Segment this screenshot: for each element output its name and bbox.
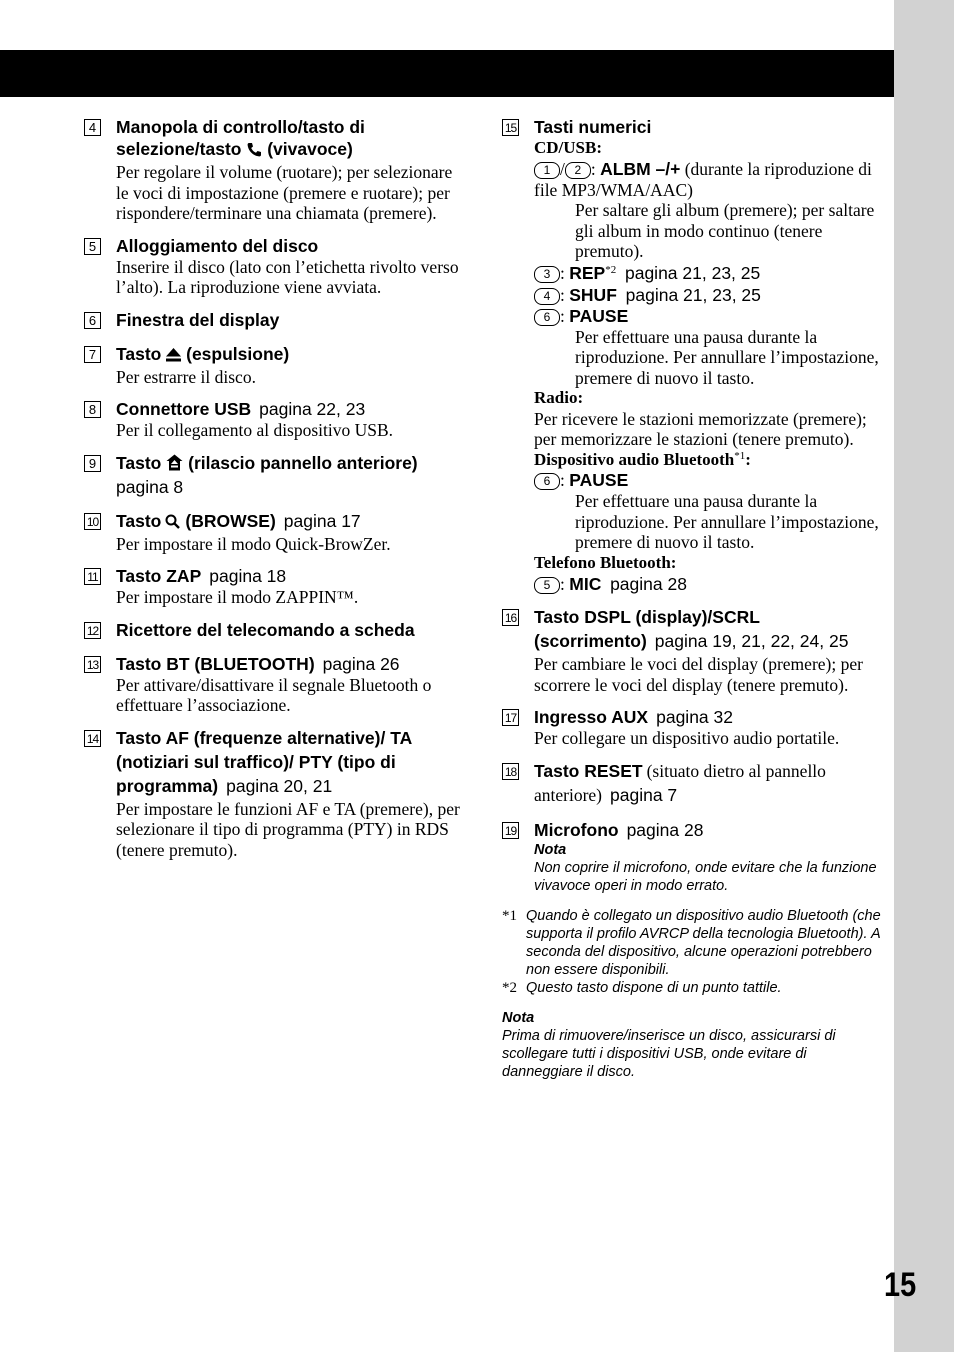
list-item bbox=[502, 606, 887, 695]
page-number: 15 bbox=[884, 1266, 917, 1304]
list-item bbox=[502, 819, 887, 895]
list-item bbox=[84, 309, 464, 331]
list-item bbox=[84, 653, 464, 716]
item-heading-suffix: (BROWSE) bbox=[185, 510, 276, 531]
item-heading-suffix: (rilascio pannello anteriore) bbox=[188, 452, 418, 473]
note-label: Nota bbox=[534, 841, 567, 858]
footnote bbox=[502, 907, 887, 979]
item-tail: (situato dietro al pannello anteriore) bbox=[534, 760, 826, 805]
page-reference: pagina 28 bbox=[626, 819, 704, 840]
item-description: Per impostare le funzioni AF e TA (premere), per selezionare il tipo di programma (PTY) in RDS (tenere premuto). bbox=[116, 798, 460, 860]
item-heading: Tasto AF (frequenze alternative)/ TA (notiziari sul traffico)/ PTY (tipo di programma) bbox=[116, 727, 412, 796]
key-5: 5 bbox=[534, 577, 560, 594]
item-description: Per cambiare le voci del display (premere); per scorrere le voci del display (tenere premuto). bbox=[534, 654, 863, 695]
albm-note: (durante la riproduzione di file MP3/WMA/AAC) bbox=[534, 158, 872, 200]
item-description: Per il collegamento al dispositivo USB. bbox=[116, 420, 394, 440]
item-number: 12 bbox=[84, 622, 101, 639]
item-description: Per regolare il volume (ruotare); per selezionare le voci di impostazione (premere e ruotare); per rispondere/terminare una chiamata (premere). bbox=[116, 162, 453, 223]
item-heading: Ingresso AUX bbox=[534, 707, 649, 727]
list-item bbox=[84, 619, 464, 641]
footnote-mark: *2 bbox=[502, 979, 517, 996]
item-heading: Tasto bbox=[116, 452, 162, 473]
page-reference: pagina 26 bbox=[322, 653, 400, 674]
item-heading-suffix: (espulsione) bbox=[186, 343, 290, 364]
item-number: 4 bbox=[84, 119, 101, 136]
footnote-text: Questo tasto dispone di un punto tattile. bbox=[526, 979, 782, 996]
item-description: Per attivare/disattivare il segnale Bluetooth o effettuare l’associazione. bbox=[116, 674, 432, 715]
key-4: 4 bbox=[534, 288, 560, 305]
item-number: 13 bbox=[84, 656, 101, 673]
page-reference: pagina 22, 23 bbox=[259, 399, 366, 419]
pause-description: Per effettuare una pausa durante la riproduzione. Per annullare l’impostazione, premere di nuovo il tasto. bbox=[575, 326, 879, 388]
page-reference: pagina 32 bbox=[656, 707, 733, 727]
item-number: 9 bbox=[84, 455, 101, 472]
item-heading: Tasto ZAP bbox=[116, 566, 202, 586]
item-heading: Connettore USB bbox=[116, 399, 252, 419]
item-number: 8 bbox=[84, 401, 101, 418]
item-description: Inserire il disco (lato con l’etichetta rivolto verso l’alto). La riproduzione viene avviata. bbox=[116, 256, 459, 297]
page-reference: pagina 7 bbox=[610, 784, 678, 805]
item-heading: Alloggiamento del disco bbox=[116, 235, 319, 256]
list-item: 15 Tasti numerici CD/USB: 1 / 2 : ALBM –/+ (durante la riproduzione di file MP3/WMA/AAC) Per saltare gli album (premere); per saltare gli album in modo continuo (tenere premuto). 3 : REP$^{*2}$ pagina 21, 23, 25 4 : SHUF pagina 21, 23, 25 6 : PAUSE Per effettuare una pausa durante la riproduzione. Per annullare l’impostazione, premere di nuovo il tasto. Radio: Per ricevere le stazioni memorizzate (premere); per memorizzare le stazioni (tenere premuto). Dispositivo audio Bluetooth$^{*1}$: 6 : PAUSE Per effettuare una pausa durante la riproduzione. Per annullare l’impostazione, premere di nuovo il tasto. Telefono Bluetooth: 5 : MIC pagina 28 bbox=[502, 116, 887, 595]
footnote bbox=[502, 979, 887, 997]
header-bar bbox=[0, 50, 894, 97]
item-description: Per estrarre il disco. bbox=[116, 366, 256, 387]
item-description: Per impostare il modo ZAPPIN™. bbox=[116, 587, 359, 607]
page-reference: pagina 19, 21, 22, 24, 25 bbox=[654, 631, 849, 651]
albm-label: ALBM –/+ bbox=[600, 158, 681, 179]
footnote-ref: *2 bbox=[605, 263, 617, 276]
note-text: Non coprire il microfono, onde evitare che la funzione vivavoce operi in modo errato. bbox=[534, 859, 877, 894]
albm-description: Per saltare gli album (premere); per saltare gli album in modo continuo (tenere premuto). bbox=[575, 200, 875, 261]
item-heading: Tasto BT (BLUETOOTH) bbox=[116, 653, 315, 674]
radio-label: Radio bbox=[534, 388, 578, 407]
list-item bbox=[84, 398, 464, 441]
item-number: 6 bbox=[84, 312, 101, 329]
item-number: 5 bbox=[84, 238, 101, 255]
key-3: 3 bbox=[534, 266, 560, 283]
item-number: 10 bbox=[84, 513, 101, 530]
page-reference: pagina 20, 21 bbox=[226, 775, 333, 796]
left-column bbox=[84, 116, 464, 860]
item-heading: Tasto RESET bbox=[534, 760, 643, 781]
list-item bbox=[84, 343, 464, 388]
footnote-text: Quando è collegato un dispositivo audio Bluetooth (che supporta il profilo AVRCP della tecnologia Bluetooth). A seconda del dispositivo, alcune operazioni potrebbero non essere disponibili. bbox=[526, 907, 881, 978]
phone-icon bbox=[246, 140, 262, 162]
mic-label: MIC bbox=[569, 574, 602, 594]
item-heading: Tasto bbox=[116, 510, 162, 531]
item-number: 11 bbox=[84, 568, 101, 585]
list-item bbox=[84, 235, 464, 298]
bt-audio-label: Dispositivo audio Bluetooth bbox=[534, 449, 735, 469]
list-item bbox=[84, 116, 464, 224]
item-number: 16 bbox=[502, 609, 519, 626]
page-reference: pagina 21, 23, 25 bbox=[624, 262, 761, 283]
cdusb-label: CD/USB bbox=[534, 138, 597, 157]
item-heading-suffix: (vivavoce) bbox=[267, 139, 353, 159]
item-heading: Tasti numerici bbox=[534, 117, 652, 137]
item-heading: Manopola di controllo/tasto di selezione/tasto bbox=[116, 117, 365, 159]
key-6: 6 bbox=[534, 309, 560, 326]
list-item bbox=[84, 565, 464, 608]
shuf-label: SHUF bbox=[569, 284, 617, 305]
page-reference: pagina 8 bbox=[116, 476, 184, 497]
radio-description: Per ricevere le stazioni memorizzate (premere); per memorizzare le stazioni (tenere premuto). bbox=[534, 408, 867, 449]
note-text: Prima di rimuovere/inserisce un disco, assicurarsi di scollegare tutti i dispositivi USB, onde evitare di danneggiare il disco. bbox=[502, 1027, 836, 1080]
item-heading: Microfono bbox=[534, 819, 619, 840]
item-description: Per impostare il modo Quick-BrowZer. bbox=[116, 533, 391, 554]
item-number: 7 bbox=[84, 346, 101, 363]
bt-phone-label: Telefono Bluetooth bbox=[534, 552, 671, 572]
item-number: 17 bbox=[502, 709, 519, 726]
key-2: 2 bbox=[565, 162, 591, 179]
item-number: 15 bbox=[502, 119, 519, 136]
page-tab-strip bbox=[894, 0, 954, 1352]
list-item bbox=[84, 452, 464, 498]
page-reference: pagina 18 bbox=[209, 566, 287, 586]
list-item bbox=[84, 727, 464, 861]
key-1: 1 bbox=[534, 162, 560, 179]
list-item bbox=[502, 706, 887, 749]
item-number: 19 bbox=[502, 822, 519, 839]
pause-label: PAUSE bbox=[569, 470, 629, 490]
item-heading: Tasto DSPL (display)/SCRL (scorrimento) bbox=[534, 607, 760, 651]
item-number: 18 bbox=[502, 763, 519, 780]
list-item bbox=[502, 760, 887, 808]
item-heading: Tasto bbox=[116, 343, 162, 364]
page-reference: pagina 17 bbox=[283, 510, 361, 531]
eject-icon bbox=[166, 345, 181, 367]
item-number: 14 bbox=[84, 730, 101, 747]
right-column bbox=[502, 116, 887, 1081]
footnote-ref: *1 bbox=[734, 449, 746, 462]
pause-label: PAUSE bbox=[569, 305, 629, 326]
release-panel-icon bbox=[166, 454, 183, 476]
page-reference: pagina 28 bbox=[610, 574, 687, 594]
page-reference: pagina 21, 23, 25 bbox=[625, 284, 761, 305]
key-6: 6 bbox=[534, 473, 560, 490]
search-icon bbox=[165, 514, 181, 534]
list-item bbox=[84, 510, 464, 555]
note-label: Nota bbox=[502, 1009, 535, 1026]
item-heading: Ricettore del telecomando a scheda bbox=[116, 619, 415, 640]
item-description: Per collegare un dispositivo audio portatile. bbox=[534, 728, 840, 748]
item-heading: Finestra del display bbox=[116, 309, 280, 330]
pause-description: Per effettuare una pausa durante la riproduzione. Per annullare l’impostazione, premere di nuovo il tasto. bbox=[575, 491, 879, 552]
rep-label: REP bbox=[569, 262, 606, 283]
footnote-mark: *1 bbox=[502, 907, 517, 924]
